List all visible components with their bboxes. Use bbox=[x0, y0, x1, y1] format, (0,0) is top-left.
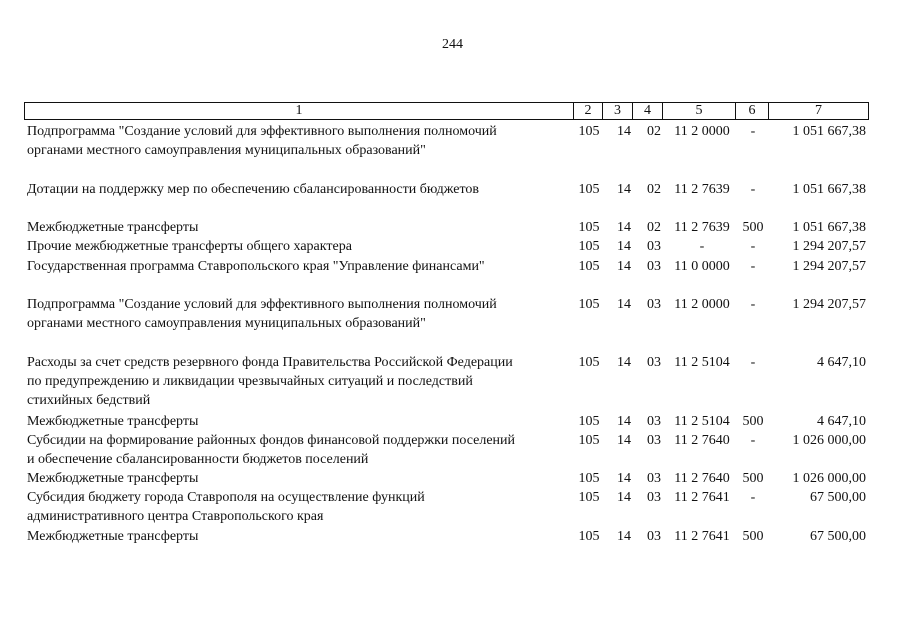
row-description-line: по предупреждению и ликвидации чрезвычайных ситуаций и последствий bbox=[27, 374, 473, 389]
row-cell-c3: 14 bbox=[617, 414, 631, 429]
row-cell-c2: 105 bbox=[578, 297, 600, 312]
row-cell-c6: - bbox=[750, 490, 756, 505]
row-cell-c5: 11 2 7639 bbox=[674, 182, 730, 197]
row-cell-c5: 11 2 7640 bbox=[674, 471, 730, 486]
row-cell-c4: 03 bbox=[647, 297, 661, 312]
row-description bbox=[27, 295, 572, 333]
row-cell-c6: 500 bbox=[742, 471, 764, 486]
row-description bbox=[27, 527, 572, 546]
row-cell-c4: 03 bbox=[647, 471, 661, 486]
row-cell-c5: 11 2 7641 bbox=[674, 490, 730, 505]
row-cell-c7: 1 051 667,38 bbox=[792, 220, 866, 235]
row-cell-c7: 1 051 667,38 bbox=[792, 182, 866, 197]
column-header-5: 5 bbox=[662, 103, 735, 119]
row-description-line: Подпрограмма "Создание условий для эффективного выполнения полномочий bbox=[27, 297, 497, 312]
column-header-1: 1 bbox=[295, 103, 303, 118]
row-cell-c2: 105 bbox=[578, 124, 600, 139]
row-cell-c5: 11 2 0000 bbox=[674, 297, 730, 312]
row-description-line: Расходы за счет средств резервного фонда Правительства Российской Федерации bbox=[27, 355, 513, 370]
row-cell-c2: 105 bbox=[578, 471, 600, 486]
row-cell-c5: 11 0 0000 bbox=[674, 259, 730, 274]
row-cell-c2: 105 bbox=[578, 529, 600, 544]
row-cell-c4: 03 bbox=[647, 490, 661, 505]
row-cell-c2: 105 bbox=[578, 182, 600, 197]
row-cell-c3: 14 bbox=[617, 529, 631, 544]
column-header-4: 4 bbox=[632, 103, 662, 119]
row-cell-c3: 14 bbox=[617, 259, 631, 274]
row-description bbox=[27, 257, 572, 276]
row-cell-c7: 1 026 000,00 bbox=[792, 471, 866, 486]
row-cell-c3: 14 bbox=[617, 297, 631, 312]
row-cell-c2: 105 bbox=[578, 490, 600, 505]
row-cell-c5: 11 2 7639 bbox=[674, 220, 730, 235]
row-description bbox=[27, 488, 572, 526]
row-description-line: органами местного самоуправления муниципальных образований" bbox=[27, 316, 426, 331]
row-description bbox=[27, 412, 572, 431]
row-description-line: Прочие межбюджетные трансферты общего характера bbox=[27, 239, 352, 254]
row-description-line: Субсидия бюджету города Ставрополя на осуществление функций bbox=[27, 490, 425, 505]
row-description-line: Государственная программа Ставропольского края "Управление финансами" bbox=[27, 259, 485, 274]
row-description-line: Межбюджетные трансферты bbox=[27, 471, 199, 486]
row-cell-c6: - bbox=[750, 433, 756, 448]
row-description bbox=[27, 469, 572, 488]
row-cell-c7: 67 500,00 bbox=[810, 529, 866, 544]
row-cell-c6: 500 bbox=[742, 414, 764, 429]
row-cell-c4: 03 bbox=[647, 433, 661, 448]
row-cell-c5: 11 2 7641 bbox=[674, 529, 730, 544]
row-cell-c3: 14 bbox=[617, 490, 631, 505]
row-cell-c6: - bbox=[750, 355, 756, 370]
page-number: 244 bbox=[442, 37, 463, 52]
row-cell-c3: 14 bbox=[617, 182, 631, 197]
row-cell-c5: 11 2 0000 bbox=[674, 124, 730, 139]
row-cell-c3: 14 bbox=[617, 220, 631, 235]
row-description bbox=[27, 180, 572, 199]
row-cell-c7: 4 647,10 bbox=[817, 355, 866, 370]
row-cell-c6: 500 bbox=[742, 220, 764, 235]
row-cell-c3: 14 bbox=[617, 239, 631, 254]
row-cell-c5: 11 2 7640 bbox=[674, 433, 730, 448]
row-description-line: административного центра Ставропольского края bbox=[27, 509, 324, 524]
row-description bbox=[27, 237, 572, 256]
row-cell-c7: 1 294 207,57 bbox=[792, 297, 866, 312]
row-description-line: и обеспечение сбалансированности бюджетов поселений bbox=[27, 452, 369, 467]
row-description bbox=[27, 122, 572, 160]
row-cell-c4: 03 bbox=[647, 239, 661, 254]
row-description-line: Межбюджетные трансферты bbox=[27, 529, 199, 544]
column-header-2: 2 bbox=[573, 103, 602, 119]
row-cell-c3: 14 bbox=[617, 124, 631, 139]
row-cell-c4: 02 bbox=[647, 220, 661, 235]
row-cell-c4: 02 bbox=[647, 182, 661, 197]
row-description-line: Субсидии на формирование районных фондов финансовой поддержки поселений bbox=[27, 433, 516, 448]
row-cell-c5: - bbox=[699, 239, 705, 254]
row-cell-c2: 105 bbox=[578, 433, 600, 448]
row-cell-c7: 1 051 667,38 bbox=[792, 124, 866, 139]
row-description-line: стихийных бедствий bbox=[27, 393, 151, 408]
row-cell-c3: 14 bbox=[617, 471, 631, 486]
row-description-line: органами местного самоуправления муниципальных образований" bbox=[27, 143, 426, 158]
row-cell-c7: 1 294 207,57 bbox=[792, 259, 866, 274]
row-cell-c2: 105 bbox=[578, 414, 600, 429]
row-cell-c2: 105 bbox=[578, 220, 600, 235]
row-description bbox=[27, 218, 572, 237]
row-cell-c4: 03 bbox=[647, 355, 661, 370]
row-cell-c6: - bbox=[750, 259, 756, 274]
row-cell-c7: 4 647,10 bbox=[817, 414, 866, 429]
row-cell-c3: 14 bbox=[617, 355, 631, 370]
row-cell-c4: 03 bbox=[647, 529, 661, 544]
row-description-line: Дотации на поддержку мер по обеспечению сбалансированности бюджетов bbox=[27, 182, 479, 197]
row-cell-c4: 03 bbox=[647, 259, 661, 274]
column-header-7: 7 bbox=[768, 103, 868, 119]
row-cell-c6: - bbox=[750, 297, 756, 312]
row-cell-c7: 1 294 207,57 bbox=[792, 239, 866, 254]
row-cell-c7: 67 500,00 bbox=[810, 490, 866, 505]
row-cell-c5: 11 2 5104 bbox=[674, 414, 730, 429]
row-cell-c6: - bbox=[750, 239, 756, 254]
column-header-6: 6 bbox=[735, 103, 768, 119]
row-cell-c7: 1 026 000,00 bbox=[792, 433, 866, 448]
row-description bbox=[27, 431, 572, 469]
row-cell-c2: 105 bbox=[578, 259, 600, 274]
row-description-line: Межбюджетные трансферты bbox=[27, 414, 199, 429]
row-cell-c4: 02 bbox=[647, 124, 661, 139]
row-cell-c2: 105 bbox=[578, 239, 600, 254]
row-description-line: Межбюджетные трансферты bbox=[27, 220, 199, 235]
row-description-line: Подпрограмма "Создание условий для эффективного выполнения полномочий bbox=[27, 124, 497, 139]
row-cell-c5: 11 2 5104 bbox=[674, 355, 730, 370]
row-cell-c4: 03 bbox=[647, 414, 661, 429]
row-description bbox=[27, 353, 572, 410]
row-cell-c2: 105 bbox=[578, 355, 600, 370]
row-cell-c6: - bbox=[750, 124, 756, 139]
row-cell-c6: - bbox=[750, 182, 756, 197]
column-header-3: 3 bbox=[602, 103, 632, 119]
row-cell-c6: 500 bbox=[742, 529, 764, 544]
row-cell-c3: 14 bbox=[617, 433, 631, 448]
